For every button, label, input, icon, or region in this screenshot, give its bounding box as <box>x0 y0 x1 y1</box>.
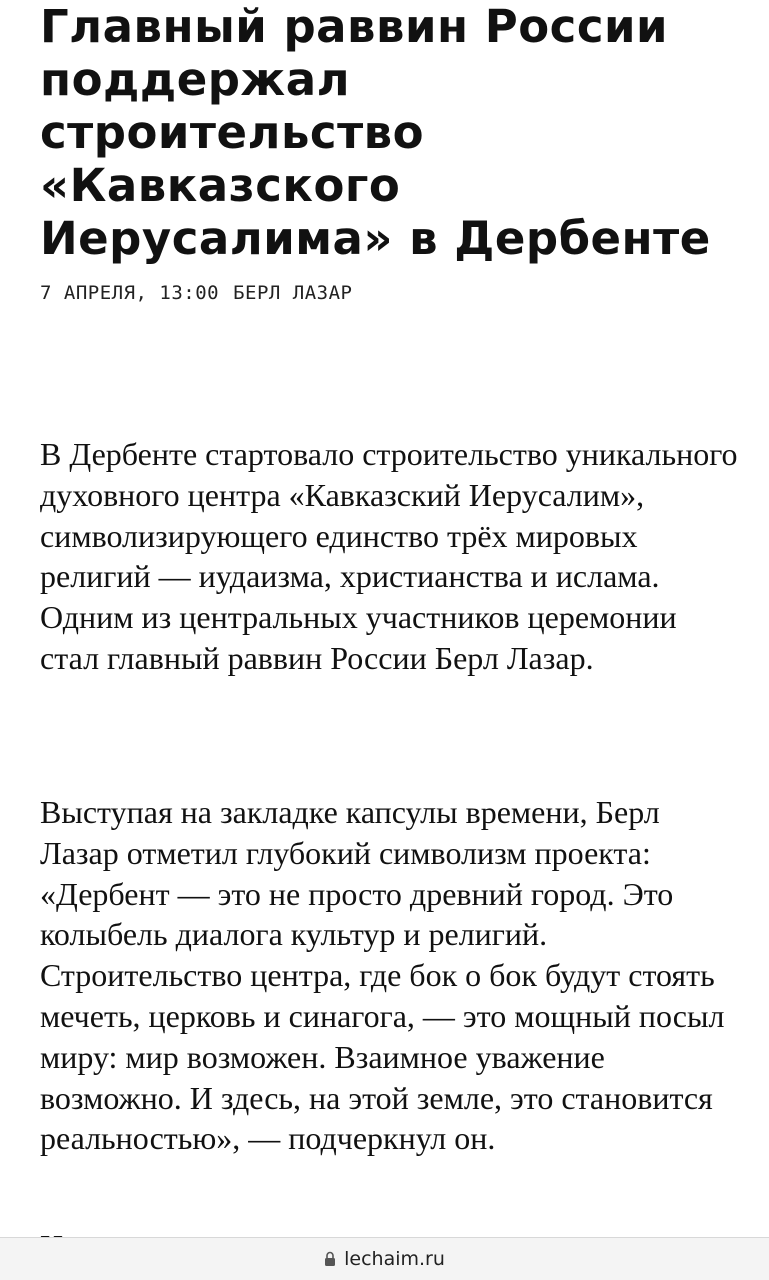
lock-icon <box>324 1251 336 1267</box>
article-author[interactable]: БЕРЛ ЛАЗАР <box>233 282 353 304</box>
article-meta <box>40 282 352 304</box>
article-paragraph: Выступая на закладке капсулы времени, Берл Лазар отметил глубокий символизм проекта: «Дербент — это не просто древний город. Это колыбель диалога культур и религий. Строительство центра, где бок о бок будут стоять мечеть, церковь и синагога, — это мощный посыл миру: мир возможен. Взаимное уважение возможно. И здесь, на этой земле, это становится реальностью», — подчеркнул он. <box>40 794 725 1157</box>
article-headline: Главный раввин России поддержал строительство «Кавказского Иерусалима» в Дербенте <box>40 0 711 265</box>
browser-address-bar[interactable] <box>0 1237 769 1280</box>
article-paragraph: В Дербенте стартовало строительство уникального духовного центра «Кавказский Иерусалим», символизирующего единство трёх мировых религий — иудаизма, христианства и ислама. Одним из центральных участников церемонии стал главный раввин России Берл Лазар. <box>40 436 738 676</box>
article-date: 7 АПРЕЛЯ, 13:00 <box>40 282 220 304</box>
address-domain[interactable]: lechaim.ru <box>344 1248 445 1270</box>
